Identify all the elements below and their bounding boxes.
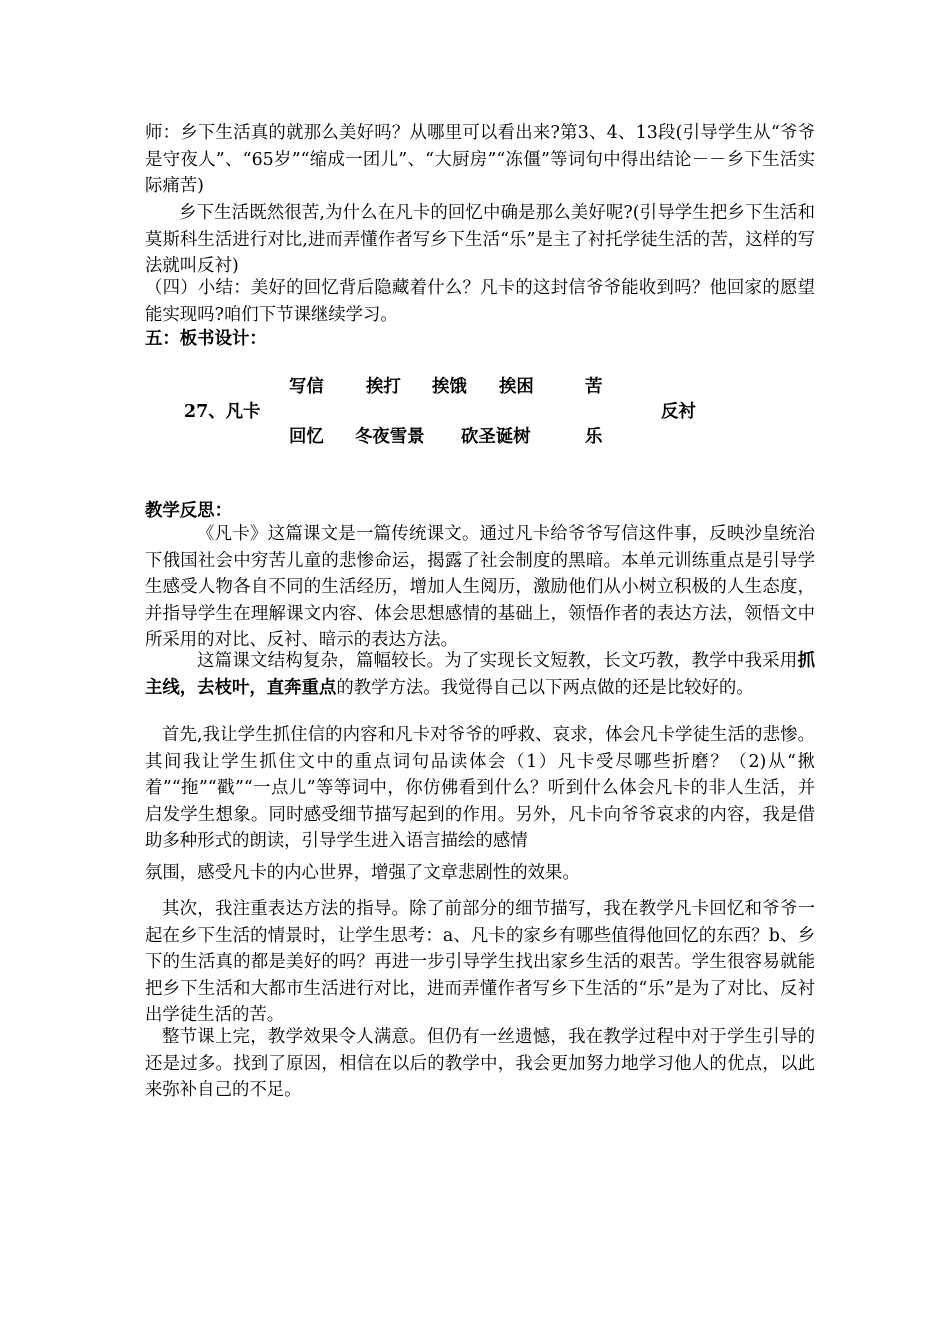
board-top-item-5: 苦 — [585, 377, 603, 397]
board-top-item-1: 写信 — [289, 377, 324, 397]
board-top-item-2: 挨打 — [366, 377, 401, 397]
board-top-item-4: 挨困 — [499, 377, 534, 397]
paragraph-reflection-first-continued: 氛围，感受凡卡的内心世界，增强了文章悲剧性的效果。 — [145, 863, 580, 883]
board-title: 27、凡卡 — [184, 402, 261, 422]
method-text-end: 的教学方法。我觉得自己以下两点做的还是比较好的。 — [336, 677, 754, 698]
method-text-start: 这篇课文结构复杂，篇幅较长。为了实现长文短教，长文巧教，教学中我采用 — [197, 651, 798, 671]
method-text-emphasis: 抓主线，去枝叶，直奔重点 — [145, 651, 815, 698]
paragraph-teacher-question: 师：乡下生活真的就那么美好吗？从哪里可以看出来?第3、4、13段(引导学生从“爷爷是守夜人”、“65岁”“缩成一团儿”、“大厨房”“冻僵”等词句中得出结论－－乡下生活实际痛苦) — [145, 123, 815, 196]
paragraph-reflection-first: 首先,我让学生抓住信的内容和凡卡对爷爷的呼救、哀求，体会凡卡学徒生活的悲惨。其间我让学生抓住文中的重点词句品读体会（1）凡卡受尽哪些折磨？（2)从“揪着”“拖”“戳”“一点儿”等等词中，你仿佛看到什么？听到什么体会凡卡的非人生活，并启发学生想象。同时感受细节描写起到的作用。另外，凡卡向爷爷哀求的内容，我是借助多种形式的朗读，引导学生进入语言描绘的感情 — [145, 725, 815, 851]
board-right-label: 反衬 — [661, 402, 696, 422]
paragraph-reflection-intro: 《凡卡》这篇课文是一篇传统课文。通过凡卡给爷爷写信这件事，反映沙皇统治下俄国社会中穷苦儿童的悲惨命运，揭露了社会制度的黑暗。本单元训练重点是引导学生感受人物各自不同的生活经历，增加人生阅历，激励他们从小树立积极的人生态度，并指导学生在理解课文内容、体会思想感情的基础上，领悟作者的表达方法，领悟文中所采用的对比、反衬、暗示的表达方法。 — [145, 524, 815, 650]
section-heading-reflection: 教学反思： — [145, 501, 232, 521]
board-top-item-3: 挨饿 — [432, 377, 467, 397]
paragraph-summary: （四）小结：美好的回忆背后隐藏着什么？凡卡的这封信爷爷能收到吗？他回家的愿望能实现吗?咱们下节课继续学习。 — [145, 278, 815, 325]
board-bottom-item-1: 回忆 — [289, 427, 324, 447]
board-bottom-item-2: 冬夜雪景 — [355, 427, 425, 447]
paragraph-reflection-method — [145, 648, 815, 701]
board-bottom-item-4: 乐 — [585, 427, 603, 447]
board-bottom-item-3: 砍圣诞树 — [461, 427, 531, 447]
section-heading-board-design: 五：板书设计： — [145, 329, 267, 349]
paragraph-reflection-conclusion: 整节课上完，教学效果令人满意。但仍有一丝遗憾，我在教学过程中对于学生引导的还是过多。找到了原因，相信在以后的教学中，我会更加努力地学习他人的优点，以此来弥补自己的不足。 — [145, 1027, 815, 1100]
paragraph-reflection-second: 其次，我注重表达方法的指导。除了前部分的细节描写，我在教学凡卡回忆和爷爷一起在乡下生活的情景时，让学生思考：a、凡卡的家乡有哪些值得他回忆的东西？b、乡下的生活真的都是美好的吗？再进一步引导学生找出家乡生活的艰苦。学生很容易就能把乡下生活和大都市生活进行对比，进而弄懂作者写乡下生活的“乐”是为了对比、反衬出学徒生活的苦。 — [145, 899, 815, 1025]
paragraph-contrast-explanation: 乡下生活既然很苦,为什么在凡卡的回忆中确是那么美好呢?(引导学生把乡下生活和莫斯科生活进行对比,进而弄懂作者写乡下生活“乐”是主了衬托学徒生活的苦，这样的写法就叫反衬) — [145, 203, 815, 276]
